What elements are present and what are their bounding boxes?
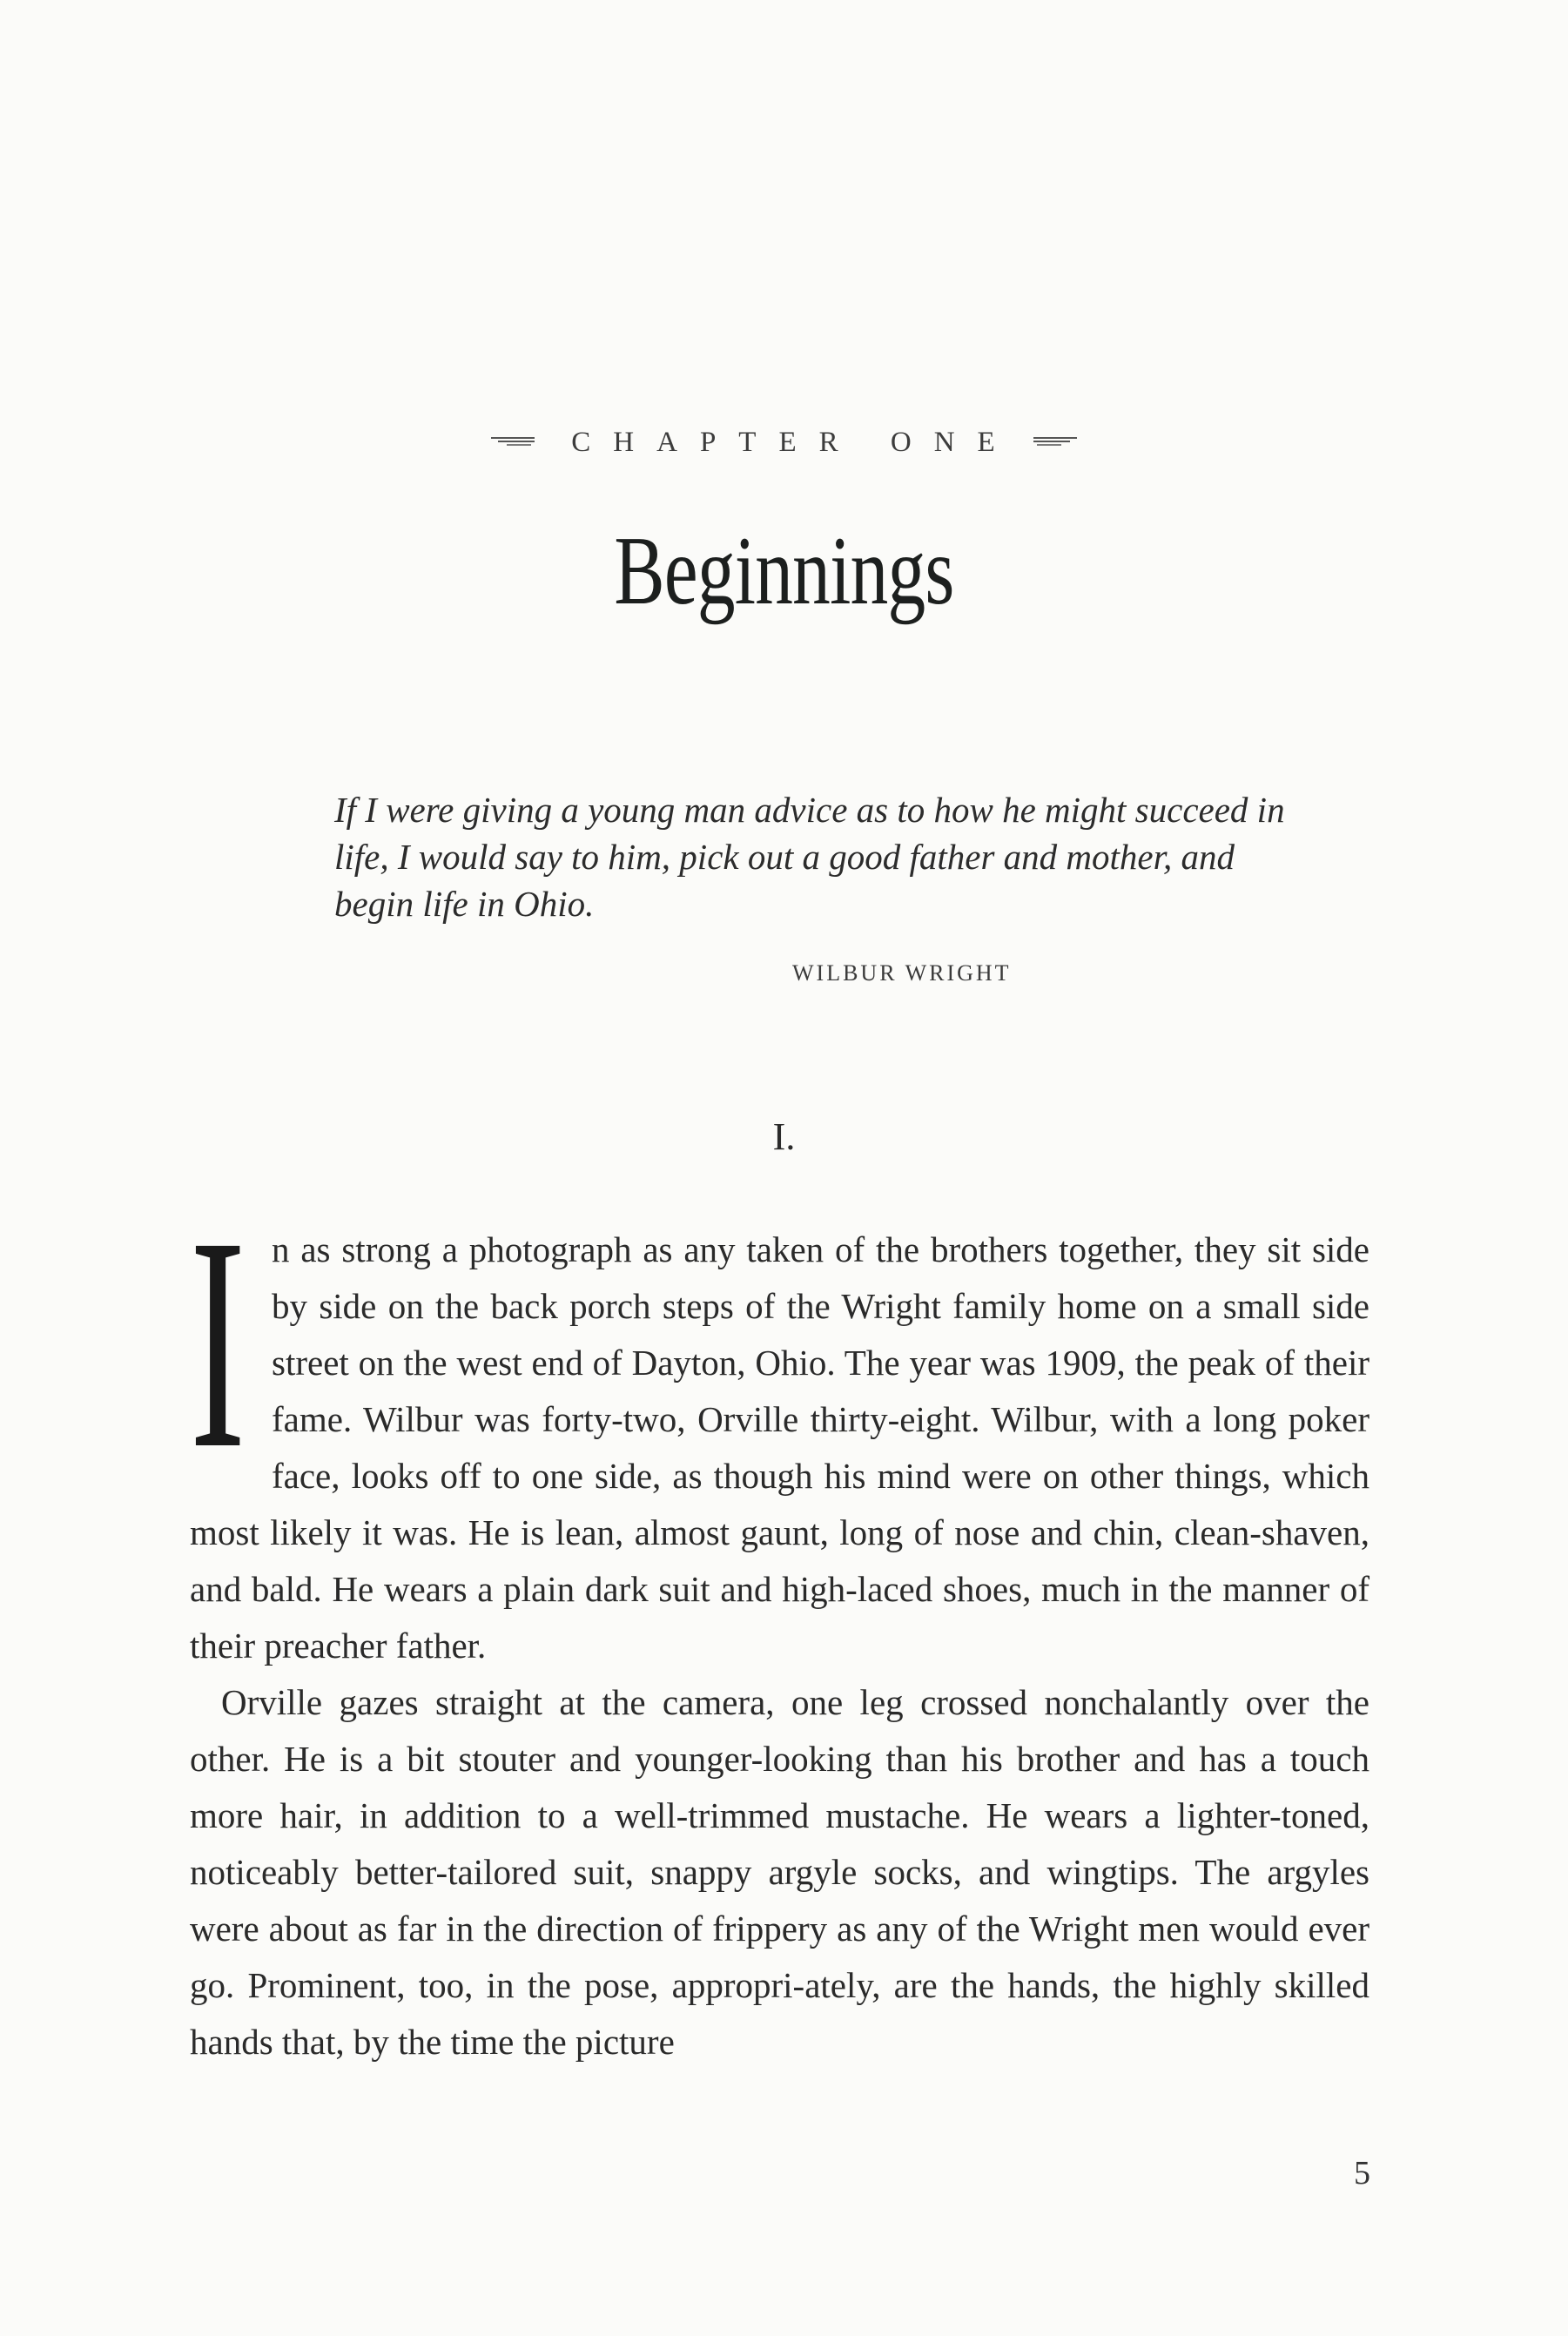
drop-cap: I [190,1174,246,1511]
chapter-label-text: CHAPTER ONE [571,427,1018,458]
right-ornament-icon [1032,434,1079,447]
paragraph-2: Orville gazes straight at the camera, one leg crossed nonchalantly over the other. He is a bit stouter and younger-looking than his brother and has a touch more hair, in addition to a well-trimmed mustache. He wears a lighter-toned, noticeably better-tailored suit, snappy argyle socks, and wingtips. The argyles were about as far in the direction of frippery as any of the Wright men would ever go. Prominent, too, in the pose, appropri-ately, are the hands, the highly skilled hands that, by the time the picture [190,1682,1369,2062]
body-text [190,1174,1369,2070]
left-ornament-icon [489,434,536,447]
page-number: 5 [1354,2155,1370,2191]
epigraph-quote: If I were giving a young man advice as to how he might succeed in life, I would say to him, pick out a good father and mother, and begin life in Ohio. [334,790,1285,924]
section-number: I. [772,1115,796,1158]
paragraph-1 [190,1174,1369,1674]
epigraph-author: WILBUR WRIGHT [792,960,1012,986]
chapter-label [0,427,1568,459]
chapter-title: Beginnings [614,517,954,625]
paragraph-1-text: n as strong a photograph as any taken of the brothers together, they sit side by side on the back porch steps of the Wright family home on a small side street on the west end of Dayton, Ohio. The year was 1909, the peak of their fame. Wilbur was forty-two, Orville thirty-eight. Wilbur, with a long poker face, looks off to one side, as though his mind were on other things, which most likely it was. He is lean, almost gaunt, long of nose and chin, clean-shaven, and bald. He wears a plain dark suit and high-laced shoes, much in the manner of their preacher father. [190,1229,1369,1666]
